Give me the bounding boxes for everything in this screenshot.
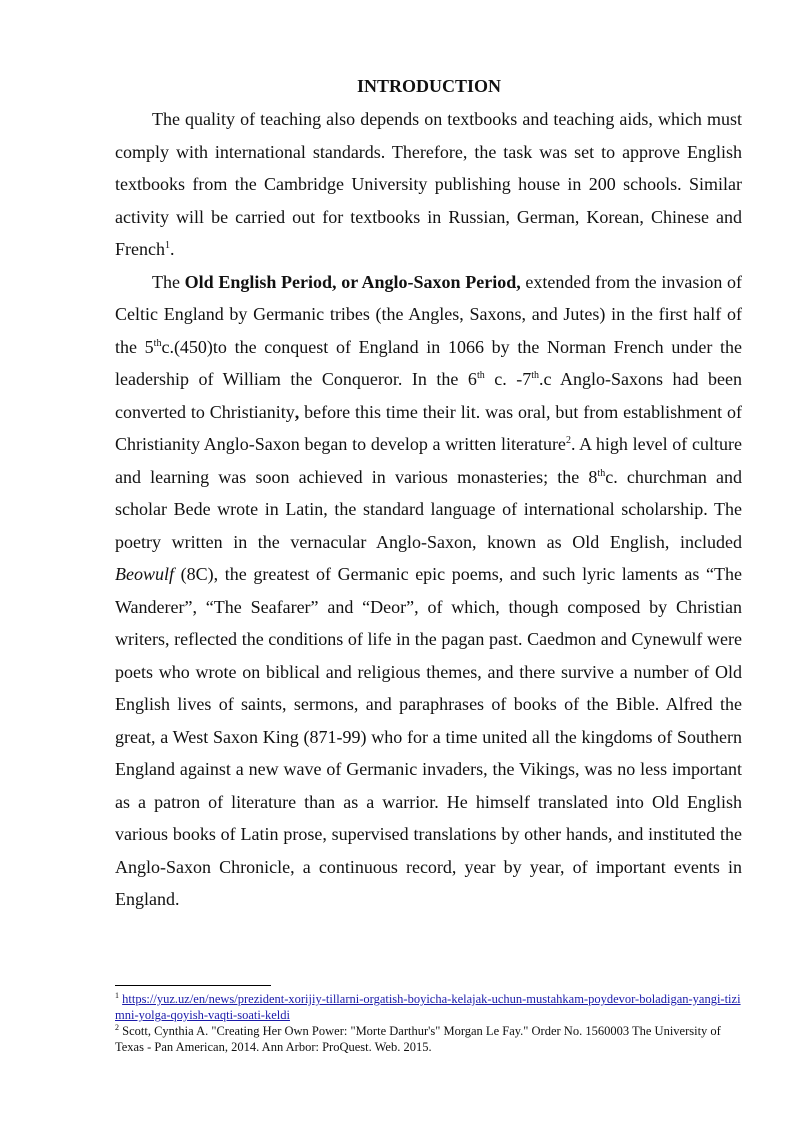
p2-text-3: c. -7 — [484, 369, 532, 389]
p2-text-8: (8C), the greatest of Germanic epic poems, and such lyric laments as “The Wanderer”, “The Seafarer” and “Deor”, of which, though composed by Christian writers, reflected the conditions of life in the pagan past. Caedmon and Cynewulf were poets who wrote on biblical and religious themes, and there survive a number of Old English lives of saints, sermons, and paraphrases of books of the Bible. Alfred the great, a West Saxon King (871-99) who for a time united all the kingdoms of Southern England against a new wave of Germanic invaders, the Vikings, was no less important as a patron of literature than as a warrior. He himself translated into Old English various books of Latin prose, supervised translations by other hands, and instituted the Anglo-Saxon Chronicle, a continuous record, year by year, of important events in England. — [115, 564, 742, 909]
p2-sup-2: th — [476, 370, 485, 381]
p2-bold-comma: , — [294, 401, 300, 422]
footnote-separator — [115, 985, 271, 986]
footnote-ref-1[interactable]: 1 — [164, 240, 170, 251]
body-text — [115, 103, 742, 916]
paragraph-1-end: . — [169, 239, 175, 259]
page-heading: INTRODUCTION — [356, 76, 502, 96]
p2-text-6: . A high level of culture and learning was soon achieved in various monasteries; the 8 — [115, 434, 742, 487]
p2-bold-term: Old English Period, or Anglo-Saxon Period, — [184, 271, 521, 292]
p2-text-1: extended from the invasion of Celtic England by Germanic tribes (the Angles, Saxons, and Jutes) in the first half of the 5 — [115, 271, 742, 357]
footnotes — [115, 991, 742, 1055]
footnote-2-text: Scott, Cynthia A. "Creating Her Own Power: "Morte Darthur's" Morgan Le Fay." Order No. 1560003 The University of Texas - Pan American, 2014. Ann Arbor: ProQuest. Web. 2015. — [115, 1024, 721, 1054]
footnote-2-number: 2 — [115, 1022, 119, 1032]
p2-text-4: .c Anglo-Saxons had been converted to Christianity — [115, 369, 743, 422]
footnote-1-link[interactable]: https://yuz.uz/en/news/prezident-xorijiy-tillarni-orgatish-boyicha-kelajak-uchun-mustahkam-poydevor-boladigan-yangi-tizimni-yolga-qoyish-vaqti-soati-keldi — [115, 992, 741, 1022]
paragraph-1-text: The quality of teaching also depends on textbooks and teaching aids, which must comply with international standards. Therefore, the task was set to approve English textbooks from the Cambridge University publishing house in 200 schools. Similar activity will be carried out for textbooks in Russian, German, Korean, Chinese and French — [115, 109, 742, 259]
p2-sup-3: th — [531, 370, 540, 381]
p2-sup-1: th — [153, 337, 162, 349]
p2-sup-4: th — [597, 467, 606, 479]
p2-text-7: c. churchman and scholar Bede wrote in Latin, the standard language of international scholarship. The poetry written in the vernacular Anglo-Saxon, known as Old English, included — [115, 466, 742, 552]
p2-lead: The — [152, 271, 185, 292]
p2-text-5: before this time their lit. was oral, but from establishment of Christianity Anglo-Saxon began to develop a written literature — [115, 401, 743, 454]
p2-text-2: c.(450)to the conquest of England in 1066 by the Norman French under the leadership of William the Conqueror. In the 6 — [115, 336, 742, 389]
paragraph-1 — [115, 103, 742, 266]
footnote-ref-2[interactable]: 2 — [565, 435, 571, 446]
footnote-1-number: 1 — [115, 990, 119, 1000]
footnote-1 — [115, 991, 742, 1023]
footnote-2 — [115, 1023, 742, 1055]
paragraph-2 — [115, 266, 742, 916]
p2-italic-title: Beowulf — [115, 564, 174, 584]
